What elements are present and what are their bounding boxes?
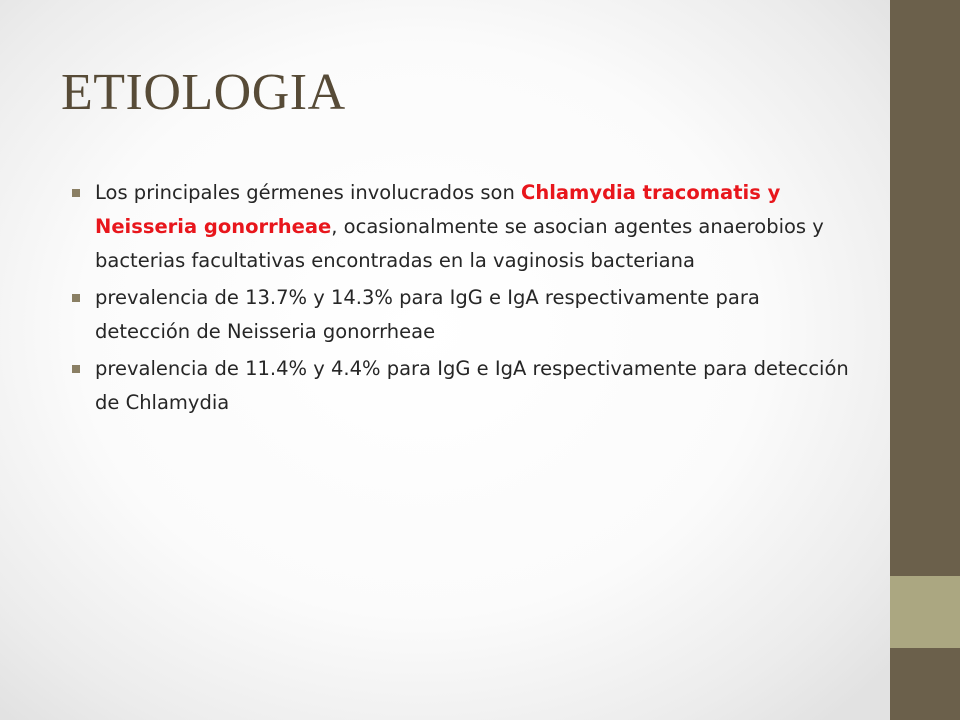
bullet-text: prevalencia de 11.4% y 4.4% para IgG e IgA respectivamente para detección de Chlamydia [95, 357, 849, 414]
bullet-text-before: Los principales gérmenes involucrados son [95, 181, 522, 204]
square-bullet-icon [72, 294, 80, 302]
bullet-text: prevalencia de 13.7% y 14.3% para IgG e IgA respectivamente para detección de Neisseria gonorrheae [95, 286, 760, 343]
bullet-text-after: , ocasionalmente se asocian agentes anaerobios y bacterias facultativas encontradas en la vaginosis bacteriana [95, 215, 824, 272]
bullet-item [72, 281, 852, 349]
bullet-item [72, 176, 852, 278]
bullet-list [72, 176, 852, 423]
side-band-bottom [890, 648, 960, 720]
side-band-middle [890, 576, 960, 648]
side-band-top [890, 0, 960, 576]
bullet-highlight: Chlamydia tracomatis y Neisseria gonorrheae [95, 181, 781, 238]
slide-title: ETIOLOGIA [61, 64, 346, 121]
square-bullet-icon [72, 189, 80, 197]
bullet-item [72, 352, 852, 420]
square-bullet-icon [72, 365, 80, 373]
